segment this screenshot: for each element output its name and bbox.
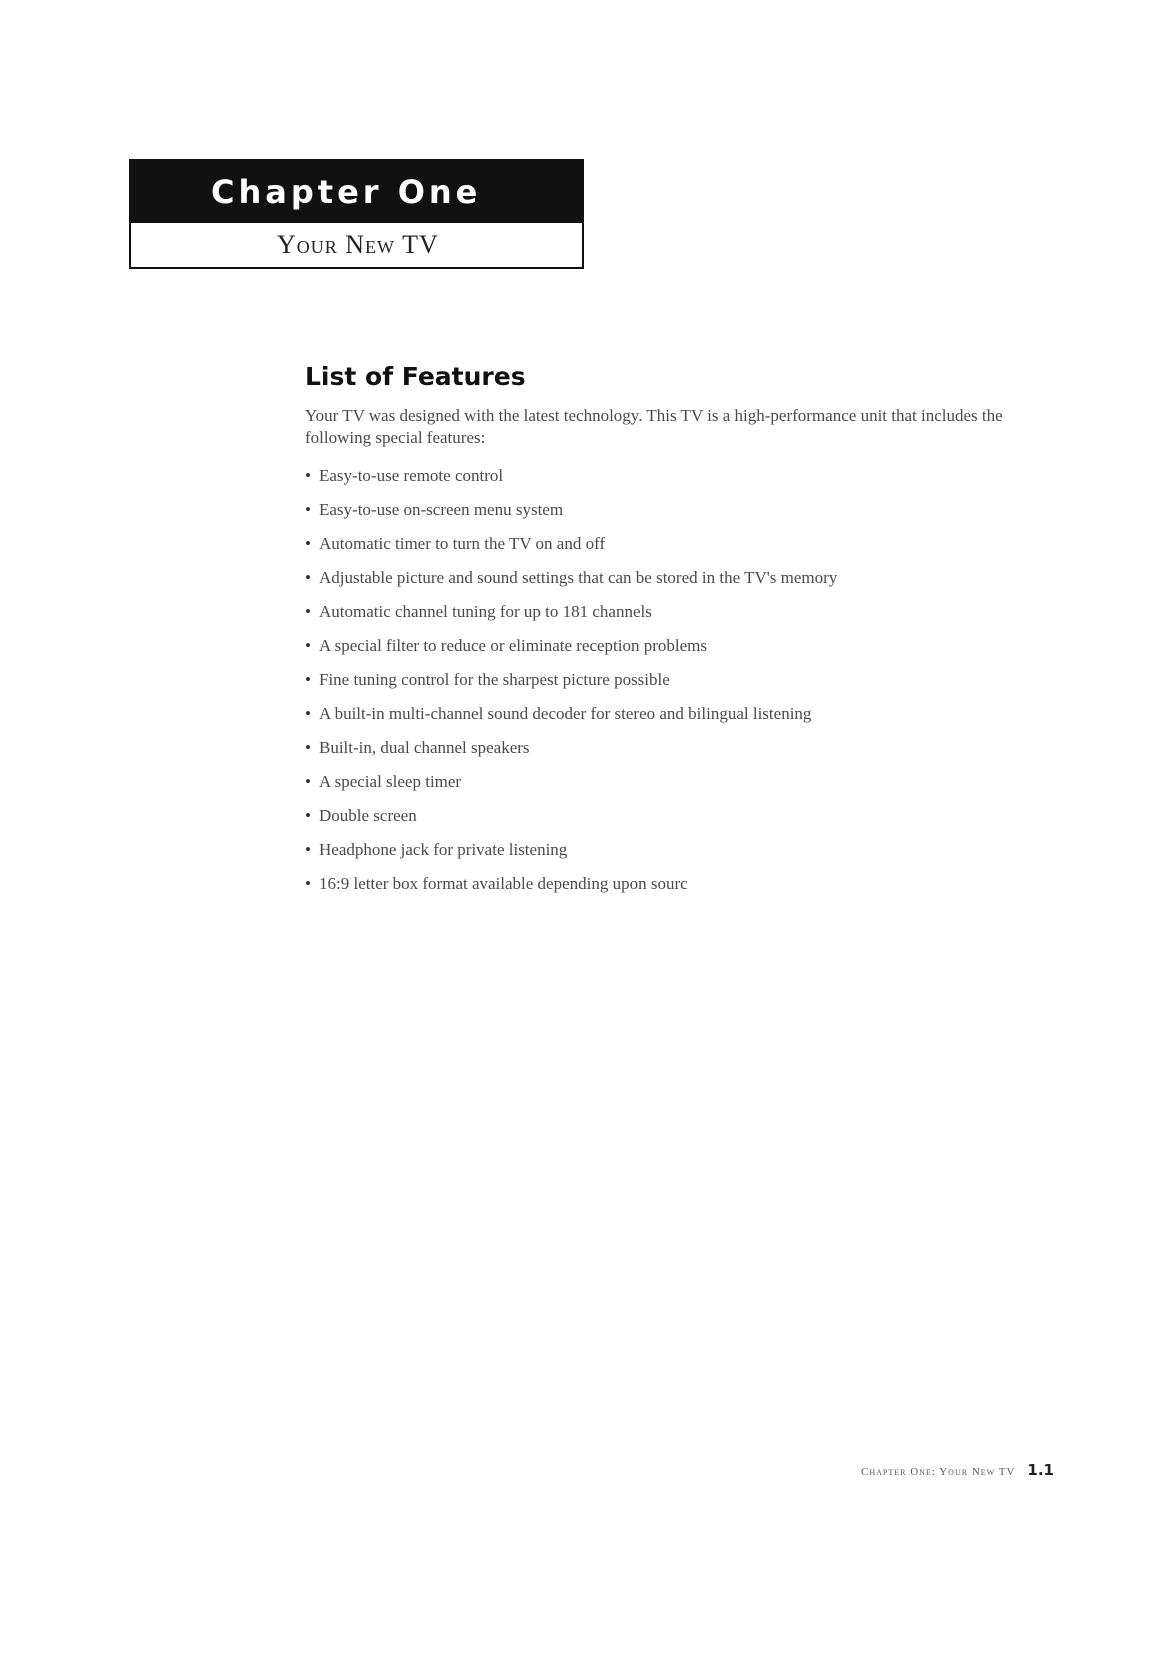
feature-item (305, 459, 1045, 493)
feature-item (305, 663, 1045, 697)
page-footer (861, 1461, 1054, 1480)
chapter-title: Chapter One (131, 161, 582, 223)
feature-text: A special filter to reduce or eliminate reception problems (319, 636, 708, 655)
feature-item (305, 629, 1045, 663)
feature-text: Easy-to-use on-screen menu system (319, 500, 564, 519)
bullet-icon: • (305, 772, 311, 791)
feature-text: Automatic timer to turn the TV on and off (319, 534, 606, 553)
feature-item (305, 867, 1045, 901)
feature-text: Automatic channel tuning for up to 181 channels (319, 602, 652, 621)
footer-label: Chapter One: Your New TV (861, 1466, 1016, 1478)
feature-item (305, 527, 1045, 561)
feature-item (305, 765, 1045, 799)
bullet-icon: • (305, 806, 311, 825)
feature-item (305, 731, 1045, 765)
feature-item (305, 561, 1045, 595)
feature-text: Built-in, dual channel speakers (319, 738, 530, 757)
feature-item (305, 595, 1045, 629)
feature-item (305, 493, 1045, 527)
bullet-icon: • (305, 738, 311, 757)
section-intro: Your TV was designed with the latest technology. This TV is a high-performance unit that includes the following special features: (305, 406, 1003, 447)
feature-item (305, 833, 1045, 867)
bullet-icon: • (305, 602, 311, 621)
features-section (305, 362, 1045, 901)
bullet-icon: • (305, 874, 311, 893)
feature-text: A built-in multi-channel sound decoder for stereo and bilingual listening (319, 704, 812, 723)
feature-text: Adjustable picture and sound settings that can be stored in the TV's memory (319, 568, 838, 587)
chapter-subtitle: Your New TV (277, 230, 439, 259)
section-title: List of Features (305, 362, 526, 391)
feature-item (305, 697, 1045, 731)
page-number: 1.1 (1027, 1461, 1054, 1479)
bullet-icon: • (305, 840, 311, 859)
bullet-icon: • (305, 568, 311, 587)
bullet-icon: • (305, 534, 311, 553)
features-list (305, 459, 1045, 901)
feature-text: 16:9 letter box format available depending upon sourc (319, 874, 688, 893)
bullet-icon: • (305, 704, 311, 723)
feature-text: A special sleep timer (319, 772, 462, 791)
bullet-icon: • (305, 500, 311, 519)
feature-text: Double screen (319, 806, 417, 825)
bullet-icon: • (305, 670, 311, 689)
feature-text: Easy-to-use remote control (319, 466, 504, 485)
feature-text: Headphone jack for private listening (319, 840, 568, 859)
feature-text: Fine tuning control for the sharpest picture possible (319, 670, 670, 689)
chapter-header (129, 159, 584, 269)
bullet-icon: • (305, 636, 311, 655)
bullet-icon: • (305, 466, 311, 485)
feature-item (305, 799, 1045, 833)
